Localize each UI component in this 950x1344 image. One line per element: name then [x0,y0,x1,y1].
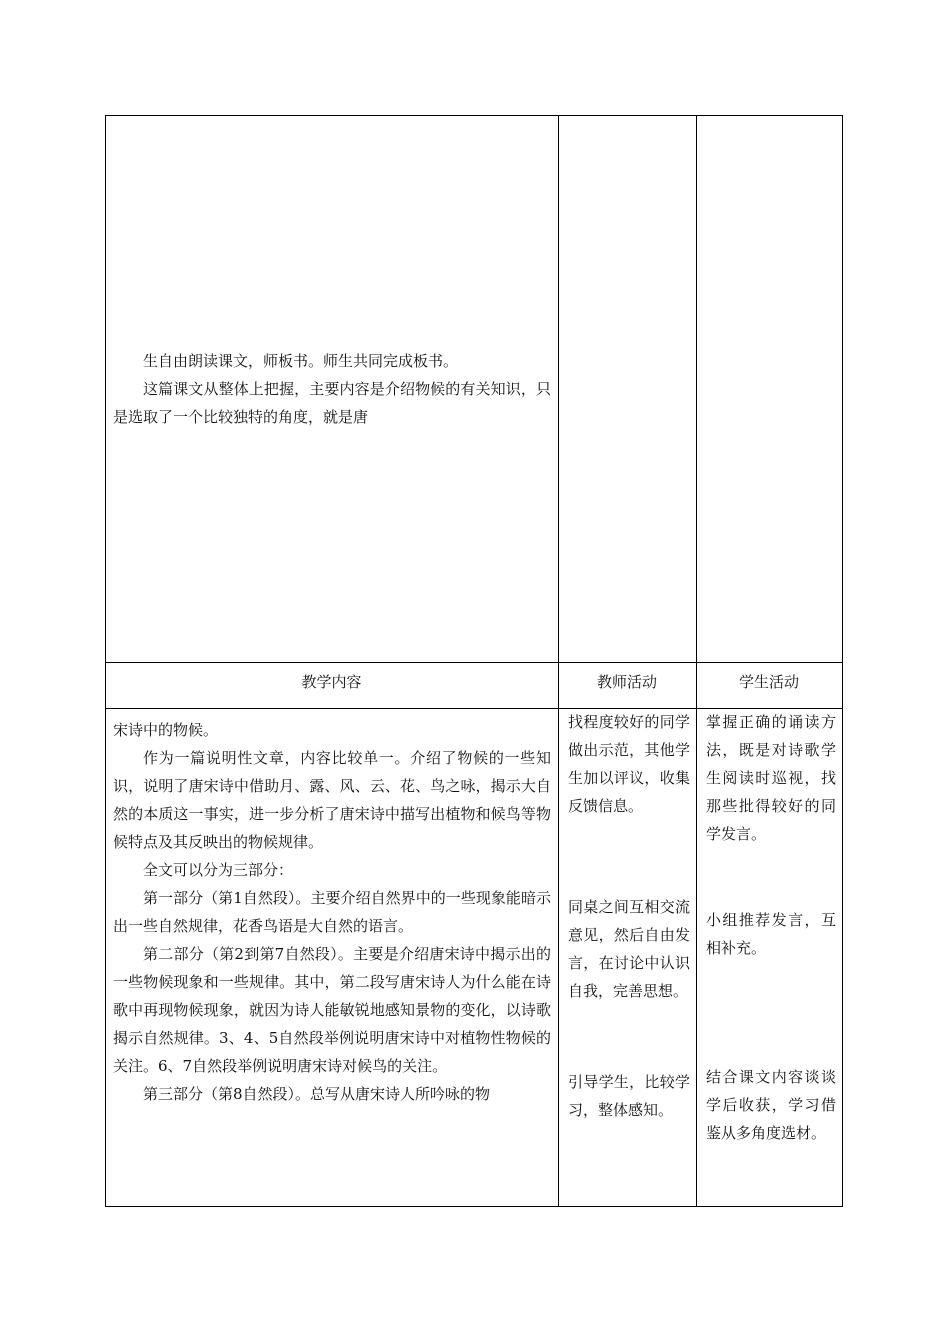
student-activity-1: 掌握正确的诵读方法，既是对诗歌学生阅读时巡视，找那些批得较好的同学发言。 [706,713,836,843]
paragraph: 这篇课文从整体上把握，主要内容是介绍物候的有关知识，只是选取了一个比较独特的角度，就是唐 [113,380,551,426]
student-activity-3: 结合课文内容谈谈学后收获，学习借鉴从多角度选材。 [706,1068,836,1142]
header-row-top-border [105,662,843,663]
header-teacher-activity: 教师活动 [596,673,657,691]
column-divider-2 [696,115,697,1207]
table-border-left [105,115,106,1207]
student-activity-2: 小组推荐发言，互相补充。 [706,911,836,957]
table-border-top [105,115,843,116]
lesson-plan-table [105,115,843,1207]
table-border-right [842,115,843,1207]
column-divider-1 [558,115,559,1207]
teacher-activity-3: 引导学生，比较学习，整体感知。 [568,1073,690,1119]
top-row-text [113,347,551,431]
table-border-bottom [105,1206,843,1207]
teacher-activity-2: 同桌之间互相交流意见，然后自由发言，在讨论中认识自我，完善思想。 [568,898,690,1000]
paragraph: 全文可以分为三部分： [143,861,294,879]
paragraph: 宋诗中的物候。 [113,721,219,739]
paragraph: 第二部分（第2到第7自然段）。主要是介绍唐宋诗中揭示出的一些物候现象和一些规律。其中，第二段写唐宋诗人为什么能在诗歌中再现物候现象，就因为诗人能敏锐地感知景物的变化，以诗歌揭示自然规律。3、4、5自然段举例说明唐宋诗中对植物性物候的关注。6、7自然段举例说明唐宋诗对候鸟的关注。 [113,945,551,1075]
paragraph: 第一部分（第1自然段）。主要介绍自然界中的一些现象能暗示出一些自然规律，花香鸟语是大自然的语言。 [113,889,551,935]
teacher-activity-1: 找程度较好的同学做出示范，其他学生加以评议，收集反馈信息。 [568,713,690,815]
paragraph: 作为一篇说明性文章，内容比较单一。介绍了物候的一些知识，说明了唐宋诗中借助月、露、风、云、花、鸟之咏，揭示大自然的本质这一事实，进一步分析了唐宋诗中描写出植物和候鸟等物候特点及其反映出的物候规律。 [113,749,551,851]
header-teaching-content: 教学内容 [301,673,362,691]
header-student-activity: 学生活动 [738,673,799,691]
paragraph: 第三部分（第8自然段）。总写从唐宋诗人所吟咏的物 [143,1085,491,1103]
teaching-content-text [113,716,551,1108]
paragraph: 生自由朗读课文，师板书。师生共同完成板书。 [143,352,459,370]
